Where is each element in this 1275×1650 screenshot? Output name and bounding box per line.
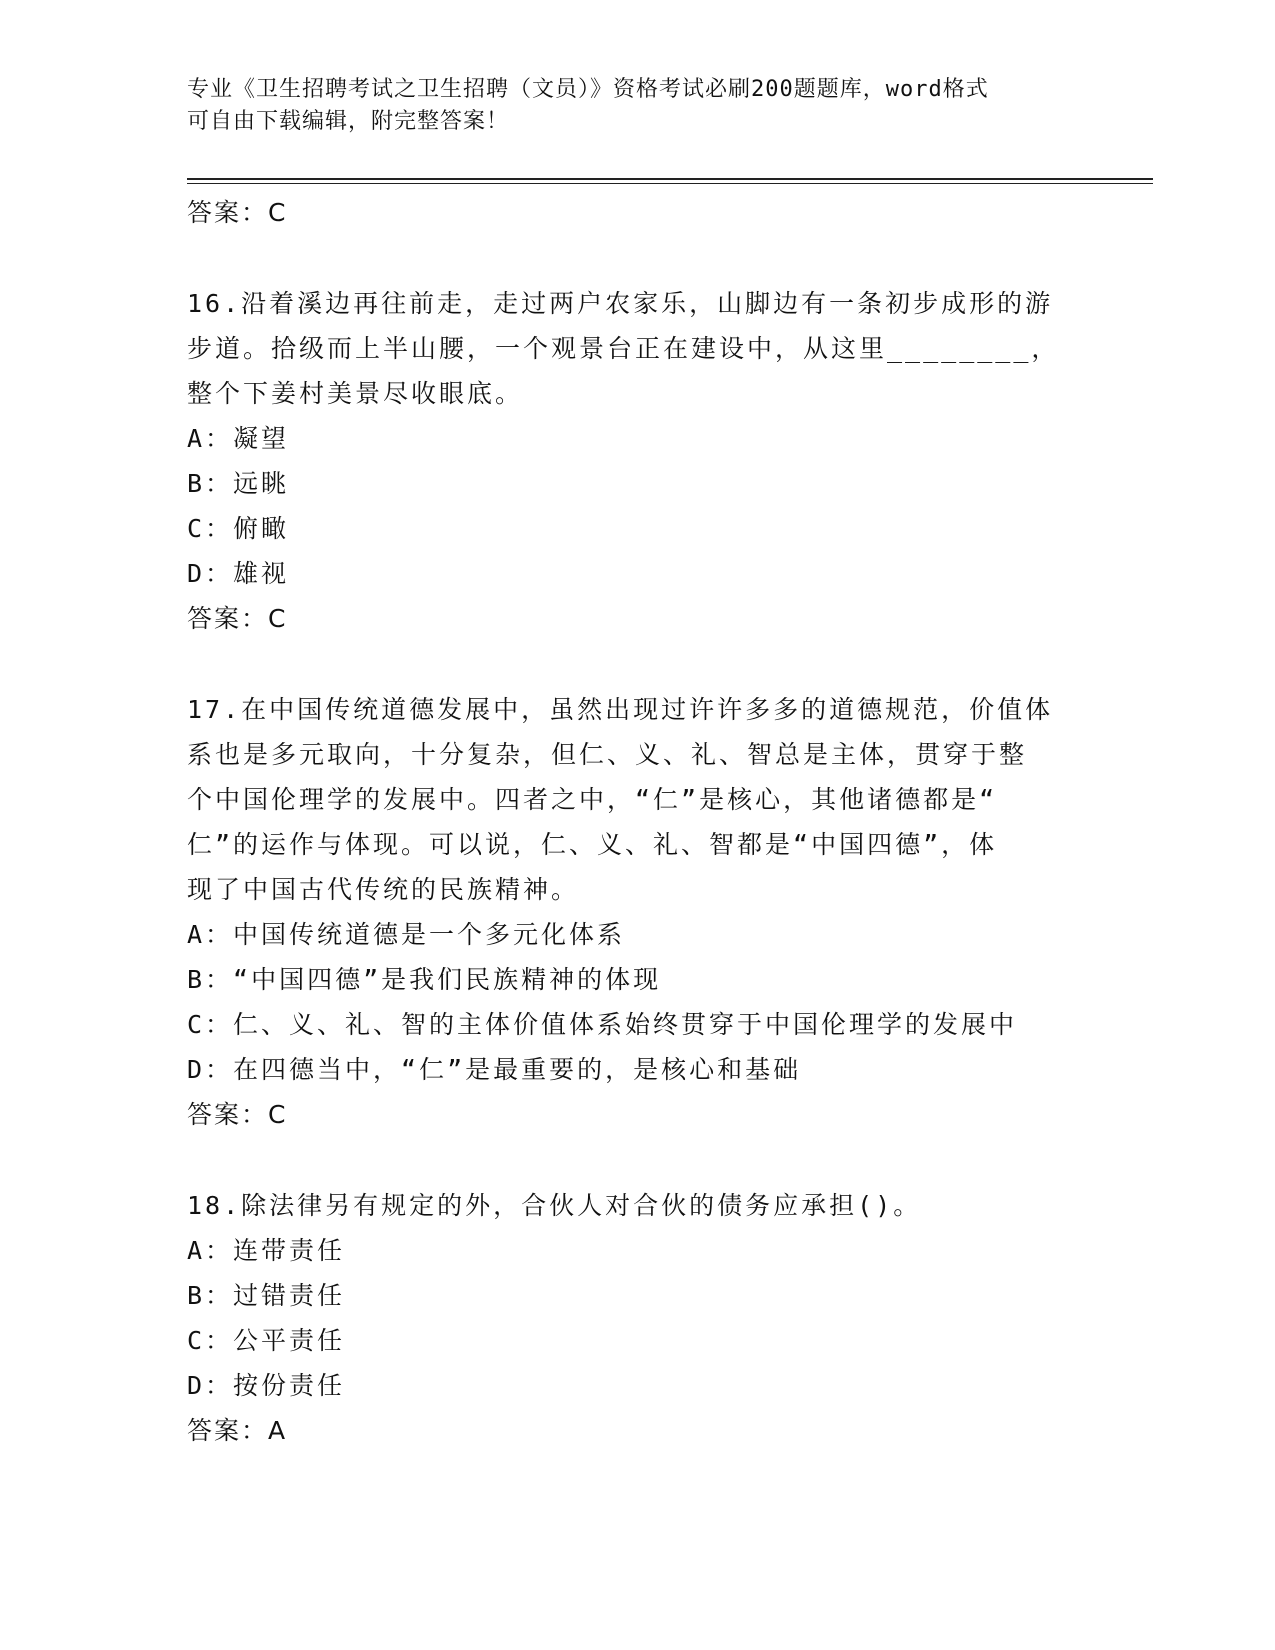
answer-line: 答案：C xyxy=(187,1100,288,1129)
question-18 xyxy=(187,1183,1087,1453)
question-stem-line: 现了中国古代传统的民族精神。 xyxy=(187,875,580,904)
question-stem-line: 16.沿着溪边再往前走，走过两户农家乐，山脚边有一条初步成形的游 xyxy=(187,289,1054,318)
question-stem-line: 17.在中国传统道德发展中，虽然出现过许许多多的道德规范，价值体 xyxy=(187,695,1054,724)
document-header xyxy=(187,74,1087,138)
question-stem-line: 系也是多元取向，十分复杂，但仁、义、礼、智总是主体，贯穿于整 xyxy=(187,740,1028,769)
answer-line: 答案：C xyxy=(187,604,288,633)
option-d: D：按份责任 xyxy=(187,1371,346,1400)
option-c: C：仁、义、礼、智的主体价值体系始终贯穿于中国伦理学的发展中 xyxy=(187,1010,1018,1039)
option-a: A：中国传统道德是一个多元化体系 xyxy=(187,920,626,949)
question-17 xyxy=(187,687,1087,1137)
option-b: B：“中国四德”是我们民族精神的体现 xyxy=(187,965,662,994)
answer-line: 答案：C xyxy=(187,198,288,227)
answer-line: 答案：A xyxy=(187,1416,288,1445)
question-stem-line: 步道。拾级而上半山腰，一个观景台正在建设中，从这里________， xyxy=(187,334,1060,363)
question-stem-line: 个中国伦理学的发展中。四者之中，“仁”是核心，其他诸德都是“ xyxy=(187,785,998,814)
option-a: A：连带责任 xyxy=(187,1236,346,1265)
header-line-1: 专业《卫生招聘考试之卫生招聘（文员）》资格考试必刷200题题库，word格式 xyxy=(187,77,989,102)
option-d: D：雄视 xyxy=(187,559,290,588)
option-c: C：俯瞰 xyxy=(187,514,290,543)
question-16 xyxy=(187,281,1087,641)
question-stem-line: 仁”的运作与体现。可以说，仁、义、礼、智都是“中国四德”，体 xyxy=(187,830,998,859)
option-c: C：公平责任 xyxy=(187,1326,346,1355)
header-line-2: 可自由下载编辑，附完整答案！ xyxy=(187,109,510,134)
option-b: B：过错责任 xyxy=(187,1281,346,1310)
question-stem-line: 整个下姜村美景尽收眼底。 xyxy=(187,379,524,408)
header-rule-thick xyxy=(187,178,1153,180)
option-b: B：远眺 xyxy=(187,469,290,498)
question-list xyxy=(187,190,1087,1453)
header-rule-thin xyxy=(187,183,1153,184)
option-d: D：在四德当中，“仁”是最重要的，是核心和基础 xyxy=(187,1055,802,1084)
question-stem-line: 18.除法律另有规定的外，合伙人对合伙的债务应承担()。 xyxy=(187,1191,922,1220)
option-a: A：凝望 xyxy=(187,424,290,453)
